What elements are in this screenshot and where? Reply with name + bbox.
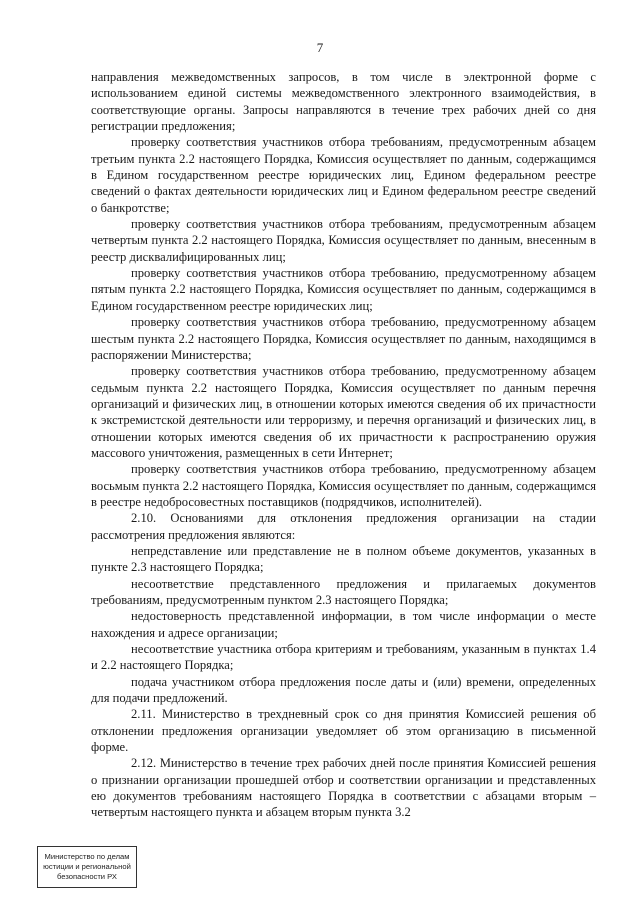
paragraph: проверку соответствия участников отбора требованиям, предусмотренным абзацем четвертым пункта 2.2 настоящего Порядка, Комиссия осуществляет по данным, внесенным в реестр дисквалифицированных лиц; bbox=[91, 217, 596, 264]
paragraph: проверку соответствия участников отбора требованию, предусмотренному абзацем пятым пункта 2.2 настоящего Порядка, Комиссия осуществляет по данным, содержащимся в Едином государственном реестре юридических лиц; bbox=[91, 266, 596, 313]
paragraph: проверку соответствия участников отбора требованиям, предусмотренным абзацем третьим пункта 2.2 настоящего Порядка, Комиссия осуществляет по данным, содержащимся в Едином государственном реестре юридических лиц, Едином федеральном реестре сведений о фактах деятельности юридических лиц и Едином федеральном реестре сведений о банкротстве; bbox=[91, 135, 596, 215]
paragraph: 2.12. Министерство в течение трех рабочих дней после принятия Комиссией решения о признании организации прошедшей отбор и соответствии организации и представленных ею документов требованиям настоящего Порядка в соответствии с абзацами вторым – четвертым настоящего пункта и абзацем вторым пункта 3.2 bbox=[91, 756, 596, 820]
page-number: 7 bbox=[316, 40, 324, 55]
paragraph: несоответствие представленного предложения и прилагаемых документов требованиям, предусмотренным пунктом 2.3 настоящего Порядка; bbox=[91, 576, 596, 607]
paragraph: 2.11. Министерство в трехдневный срок со дня принятия Комиссией решения об отклонении предложения организации уведомляет об этом организацию в письменной форме. bbox=[91, 707, 596, 755]
document-body bbox=[91, 69, 596, 821]
paragraph: проверку соответствия участников отбора требованию, предусмотренному абзацем восьмым пункта 2.2 настоящего Порядка, Комиссия осуществляет по данным, содержащимся в реестре недобросовестных поставщиков (подрядчиков, исполнителей). bbox=[91, 462, 596, 509]
stamp-line: юстиции и региональной bbox=[43, 862, 131, 871]
paragraph: недостоверность представленной информации, в том числе информации о месте нахождения и адресе организации; bbox=[91, 609, 596, 640]
paragraph: 2.10. Основаниями для отклонения предложения организации на стадии рассмотрения предложения являются: bbox=[91, 511, 596, 542]
paragraph: проверку соответствия участников отбора требованию, предусмотренному абзацем шестым пункта 2.2 настоящего Порядка, Комиссия осуществляет по данным, находящимся в распоряжении Министерства; bbox=[91, 315, 596, 362]
paragraph: несоответствие участника отбора критериям и требованиям, указанным в пунктах 1.4 и 2.2 настоящего Порядка; bbox=[91, 642, 596, 673]
stamp-line: Министерство по делам bbox=[44, 852, 130, 861]
paragraph: направления межведомственных запросов, в том числе в электронной форме с использованием единой системы межведомственного электронного взаимодействия, в соответствующие органы. Запросы направляются в течение трех рабочих дней со дня регистрации предложения; bbox=[91, 70, 596, 134]
paragraph: проверку соответствия участников отбора требованию, предусмотренному абзацем седьмым пункта 2.2 настоящего Порядка, Комиссия осуществляет по данным перечня организаций и физических лиц, в отношении которых имеются сведения об их причастности к экстремистской деятельности или терроризму, и перечня организаций и физических лиц, в отношении которых имеются сведения об их причастности к распространению оружия массового уничтожения, размещенных в сети Интернет; bbox=[91, 364, 596, 460]
stamp-line: безопасности РХ bbox=[57, 872, 117, 881]
registration-stamp bbox=[37, 846, 137, 888]
paragraph: непредставление или представление не в полном объеме документов, указанных в пункте 2.3 настоящего Порядка; bbox=[91, 543, 596, 575]
paragraph: подача участником отбора предложения после даты и (или) времени, определенных для подачи предложений. bbox=[91, 674, 596, 706]
